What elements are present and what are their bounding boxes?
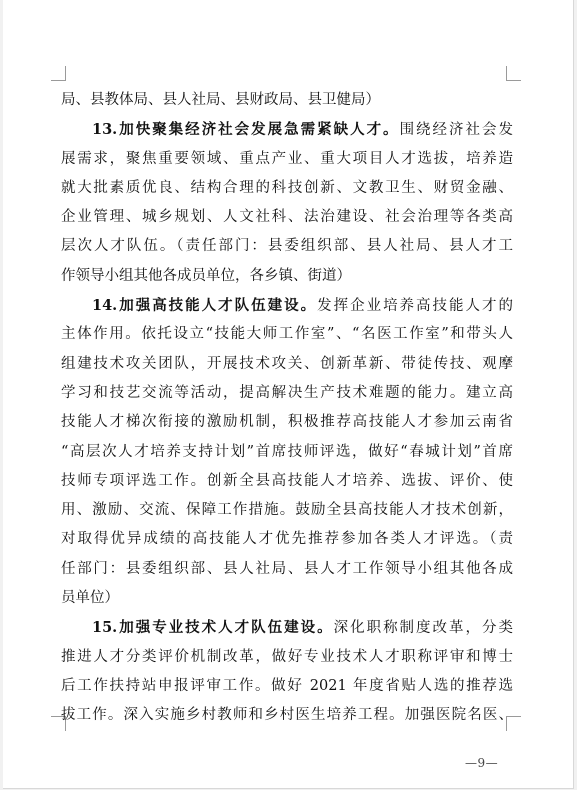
text-line: 就大批素质优良、结构合理的科技创新、文教卫生、财贸金融、 xyxy=(61,179,513,196)
section-heading-14: 14.加强高技能人才队伍建设。 xyxy=(92,297,318,315)
document-body xyxy=(61,86,513,731)
text-line: 员单位） xyxy=(61,590,119,607)
text-span: 深化职称制度改革，分类 xyxy=(333,620,513,637)
text-line: 学习和技艺交流等活动，提高解决生产技术难题的能力。建立高 xyxy=(61,384,513,401)
text-line: 组建技术攻关团队，开展技术攻关、创新革新、带徒传技、观摩 xyxy=(61,355,513,372)
text-line: 推进人才分类评价机制改革，做好专业技术人才职称评审和博士 xyxy=(61,648,513,665)
text-line: 展需求，聚焦重要领域、重点产业、重大项目人才选拔，培养造 xyxy=(61,150,513,167)
paragraph-first-line xyxy=(61,613,513,642)
text-line: 拔工作。深入实施乡村教师和乡村医生培养工程。加强医院名医、 xyxy=(61,707,513,724)
corner-crop-mark xyxy=(51,66,66,81)
paragraph-first-line xyxy=(61,291,513,320)
text-line: 企业管理、城乡规划、人文社科、法治建设、社会治理等各类高 xyxy=(61,209,513,226)
text-line: 技师专项评选工作。创新全县高技能人才培养、选拔、评价、使 xyxy=(61,472,513,489)
section-heading-15: 15.加强专业技术人才队伍建设。 xyxy=(92,619,334,637)
document-page xyxy=(3,0,574,789)
text-line: 局、县教体局、县人社局、县财政局、县卫健局） xyxy=(61,92,380,108)
page-number: —9— xyxy=(465,756,499,770)
text-line: 后工作扶持站申报评审工作。做好 2021 年度省贴人选的推荐选 xyxy=(61,677,513,694)
text-span: 发挥企业培养高技能人才的 xyxy=(317,298,514,315)
text-line: “高层次人才培养支持计划”首席技师评选，做好“春城计划”首席 xyxy=(61,443,513,460)
text-line: 对取得优异成绩的高技能人才优先推荐参加各类人才评选。（责 xyxy=(61,531,513,548)
corner-crop-mark xyxy=(506,66,521,81)
text-line: 作领导小组其他各成员单位，各乡镇、街道） xyxy=(61,267,351,284)
text-line: 用、激励、交流、保障工作措施。鼓励全县高技能人才技术创新， xyxy=(61,502,513,519)
text-line: 任部门：县委组织部、县人社局、县人才工作领导小组其他各成 xyxy=(61,560,513,577)
text-line: 技能人才梯次衔接的激励机制，积极推荐高技能人才参加云南省 xyxy=(61,414,513,431)
paragraph-first-line xyxy=(61,115,513,144)
text-line: 主体作用。依托设立“技能大师工作室”、“名医工作室”和带头人 xyxy=(61,326,513,343)
text-span: 围绕经济社会发 xyxy=(399,122,514,139)
section-heading-13: 13.加快聚集经济社会发展急需紧缺人才。 xyxy=(92,121,400,139)
text-line: 层次人才队伍。（责任部门：县委组织部、县人社局、县人才工 xyxy=(61,238,513,255)
